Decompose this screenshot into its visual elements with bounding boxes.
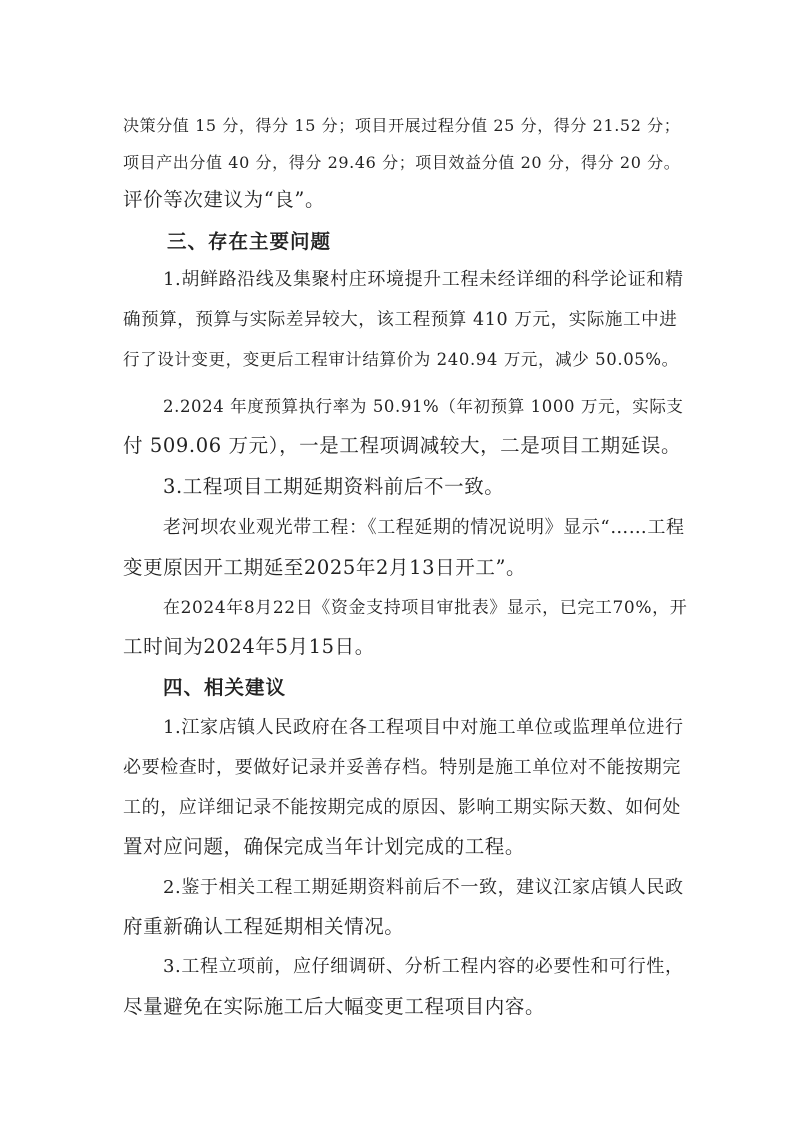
issue-1-line: 确预算，预算与实际差异较大，该工程预算 410 万元，实际施工中进 xyxy=(123,310,678,330)
recommendation-2-line: 2.鉴于相关工程工期延期资料前后不一致，建议江家店镇人民政 xyxy=(163,877,684,898)
recommendation-1-line: 置对应问题，确保完成当年计划完成的工程。 xyxy=(123,835,526,858)
intro-line: 决策分值 15 分，得分 15 分；项目开展过程分值 25 分，得分 21.52 分； xyxy=(123,116,681,135)
issue-2-line: 付 509.06 万元），一是工程项调减较大，二是项目工期延误。 xyxy=(123,434,682,457)
issue-3-line: 3.工程项目工期延期资料前后不一致。 xyxy=(163,475,505,498)
issue-3-detail-line: 工时间为2024年5月15日。 xyxy=(123,635,375,658)
recommendation-3-line: 3.工程立项前，应仔细调研、分析工程内容的必要性和可行性， xyxy=(163,956,684,977)
recommendation-2-line: 府重新确认工程延期相关情况。 xyxy=(123,915,405,938)
issue-3-detail-line: 老河坝农业观光带工程：《工程延期的情况说明》显示“……工程 xyxy=(163,517,685,538)
recommendation-1-line: 1.江家店镇人民政府在各工程项目中对施工单位或监理单位进行 xyxy=(163,717,684,738)
recommendation-3-line: 尽量避免在实际施工后大幅变更工程项目内容。 xyxy=(123,995,546,1018)
issue-3-detail-line: 在2024年8月22日《资金支持项目审批表》显示，已完工70%，开 xyxy=(163,598,688,618)
issue-1-line: 行了设计变更，变更后工程审计结算价为 240.94 万元，减少 50.05%。 xyxy=(123,350,679,369)
recommendation-1-line: 工的，应详细记录不能按期完成的原因、影响工期实际天数、如何处 xyxy=(123,797,681,818)
issue-1-line: 1.胡鲜路沿线及集聚村庄环境提升工程未经详细的科学论证和精 xyxy=(163,269,684,290)
intro-line: 评价等次建议为“良”。 xyxy=(123,188,326,211)
section-heading-recommendations: 四、相关建议 xyxy=(163,676,287,699)
intro-line: 项目产出分值 40 分，得分 29.46 分；项目效益分值 20 分，得分 20 分。 xyxy=(123,153,681,172)
issue-2-line: 2.2024 年度预算执行率为 50.91%（年初预算 1000 万元，实际支 xyxy=(163,397,684,416)
recommendation-1-line: 必要检查时，要做好记录并妥善存档。特别是施工单位对不能按期完 xyxy=(123,757,681,778)
issue-3-detail-line: 变更原因开工期延至2025年2月13日开工”。 xyxy=(123,556,527,579)
section-heading-issues: 三、存在主要问题 xyxy=(167,230,332,253)
